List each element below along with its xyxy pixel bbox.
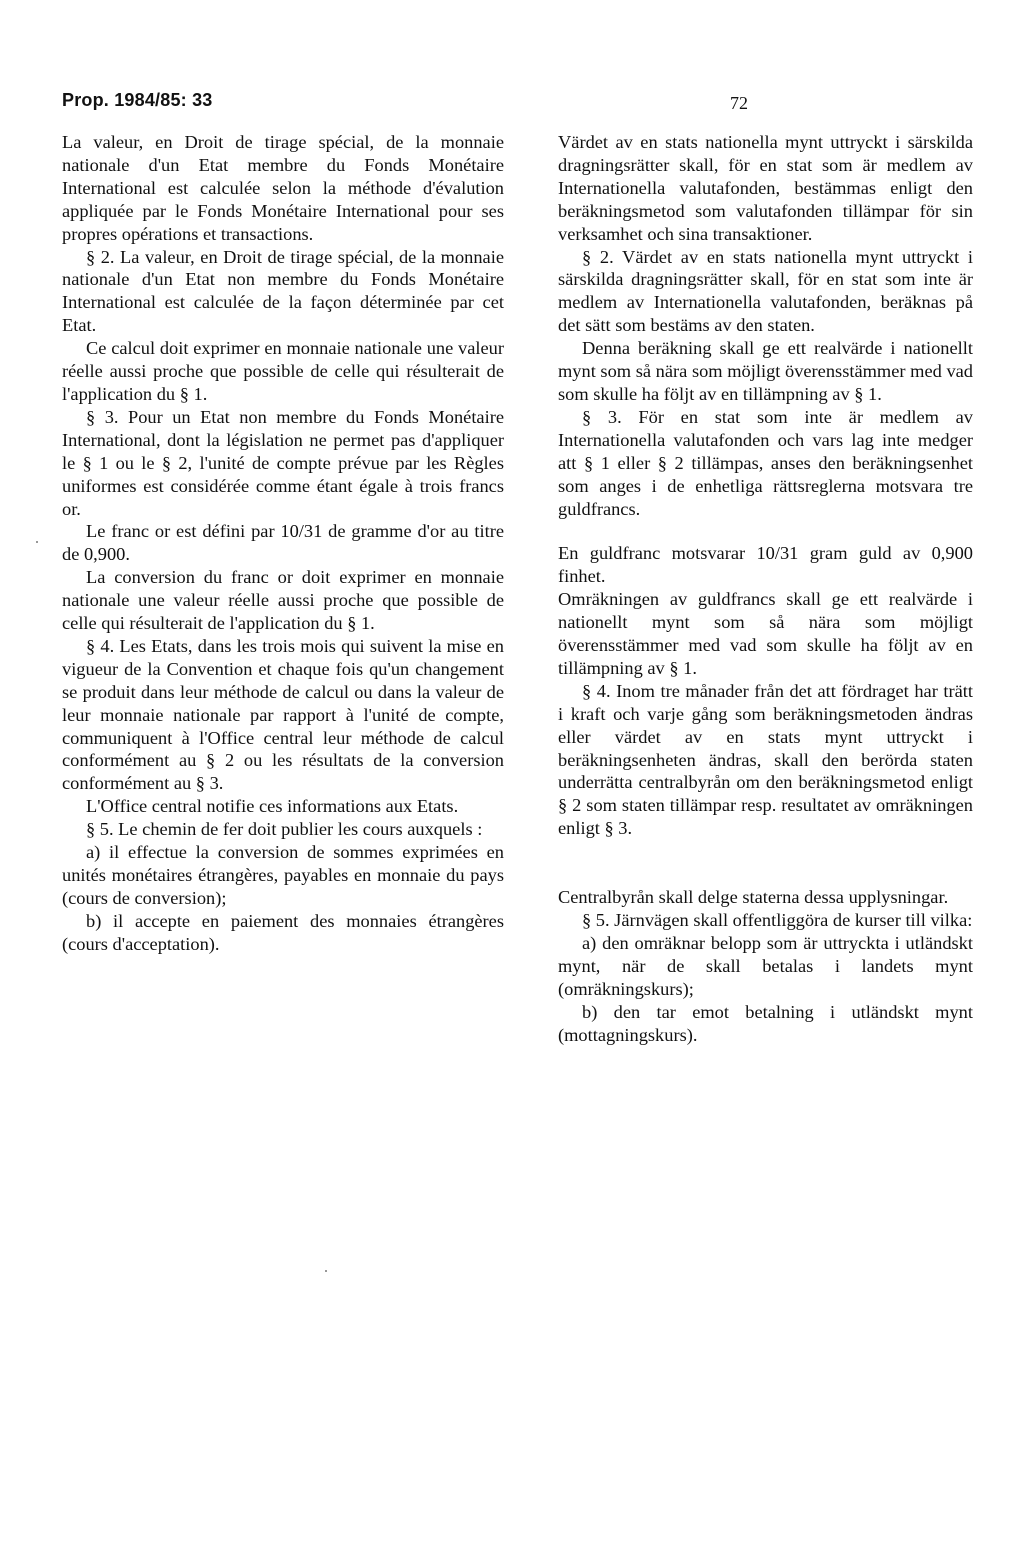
sv-list-item-a: a) den omräknar belopp som är uttryckta i utländskt mynt, när de skall betalas i landets mynt (omräkningskurs); (558, 933, 973, 999)
sv-paragraph-5: En guldfranc motsvarar 10/31 gram guld av 0,900 finhet. (558, 543, 973, 587)
fr-list-item-a: a) il effectue la conversion de sommes exprimées en unités monétaires étrangères, payables en monnaie du pays (cours de conversion); (62, 842, 504, 908)
fr-paragraph-section-5: § 5. Le chemin de fer doit publier les cours auxquels : (86, 819, 483, 840)
scan-speck (325, 1270, 327, 1272)
fr-list-item-b: b) il accepte en paiement des monnaies étrangères (cours d'acceptation). (62, 910, 504, 954)
fr-paragraph-3: Ce calcul doit exprimer en monnaie nationale une valeur réelle aussi proche que possible de celle qui résulterait de l'application du § 1. (62, 338, 504, 404)
sv-paragraph-section-5: § 5. Järnvägen skall offentliggöra de kurser till vilka: (582, 910, 973, 931)
fr-paragraph-1: La valeur, en Droit de tirage spécial, de la monnaie nationale d'un Etat membre du Fonds Monétaire International est calculée selon la méthode d'évalution appliquée par le Fonds Monétaire International pour ses propres opérations et transactions. (62, 132, 504, 244)
swedish-column (558, 131, 973, 1047)
fr-paragraph-section-4: § 4. Les Etats, dans les trois mois qui suivent la mise en vigueur de la Convention et chaque fois qu'un changement se produit dans leur méthode de calcul ou dans la valeur de leur monnaie nationale par rapport à l'unité de compte, communiquent à l'Office central leur méthode de calcul conformément au § 2 ou les résultats de la conversion conformément au § 3. (62, 635, 504, 794)
document-reference: Prop. 1984/85: 33 (62, 90, 213, 110)
sv-paragraph-section-3: § 3. För en stat som inte är medlem av Internationella valutafonden och vars lag inte medger att § 1 eller § 2 tillämpas, anses den beräkningsenhet som anges i de enhetliga rättsreglerna motsvara tre guldfrancs. (558, 406, 973, 519)
fr-paragraph-section-2: § 2. La valeur, en Droit de tirage spécial, de la monnaie nationale d'un Etat non membre du Fonds Monétaire International est calculée de la façon déterminée par cet Etat. (62, 246, 504, 336)
sv-paragraph-3: Denna beräkning skall ge ett realvärde i nationellt mynt som så nära som möjligt överensstämmer med vad som skulle ha följt av en tillämpning av § 1. (558, 338, 973, 404)
fr-paragraph-5: Le franc or est défini par 10/31 de gramme d'or au titre de 0,900. (62, 521, 504, 565)
sv-paragraph-section-4: § 4. Inom tre månader från det att fördraget har trätt i kraft och varje gång som beräkningsmetoden ändras eller värdet av en stats mynt uttryckt i beräkningsenheten ändras, skall den berörda staten underrätta centralbyrån om den beräkningsmetod enligt § 2 som staten tillämpar resp. resultatet av omräkningen enligt § 3. (558, 680, 973, 839)
page-number: 72 (730, 93, 748, 113)
fr-paragraph-8: L'Office central notifie ces informations aux Etats. (86, 796, 459, 817)
sv-paragraph-section-2: § 2. Värdet av en stats nationella mynt uttryckt i särskilda dragningsrätter skall, för en stat som inte är medlem av Internationella valutafonden, beräknas på det sätt som bestäms av den staten. (558, 246, 973, 336)
scan-speck (36, 541, 38, 543)
sv-list-item-b: b) den tar emot betalning i utländskt mynt (mottagningskurs). (558, 1001, 973, 1045)
sv-paragraph-6: Omräkningen av guldfrancs skall ge ett realvärde i nationellt mynt som så nära som möjligt överensstämmer med vad som skulle ha följt av en tillämpning av § 1. (558, 589, 973, 678)
fr-paragraph-6: La conversion du franc or doit exprimer en monnaie nationale une valeur réelle aussi proche que possible de celle qui résulterait de l'application du § 1. (62, 567, 504, 634)
sv-paragraph-8: Centralbyrån skall delge staterna dessa upplysningar. (558, 887, 949, 908)
sv-paragraph-1: Värdet av en stats nationella mynt uttryckt i särskilda dragningsrätter skall, för en stat som är medlem av Internationella valutafonden, bestämmas enligt den beräkningsmetod som valutafonden tillämpar för sin verksamhet och sina transaktioner. (558, 132, 973, 244)
french-column (62, 131, 504, 956)
fr-paragraph-section-3: § 3. Pour un Etat non membre du Fonds Monétaire International, dont la législation ne permet pas d'appliquer le § 1 ou le § 2, l'unité de compte prévue par les Règles uniformes est considérée comme étant égale à trois francs or. (62, 406, 504, 519)
